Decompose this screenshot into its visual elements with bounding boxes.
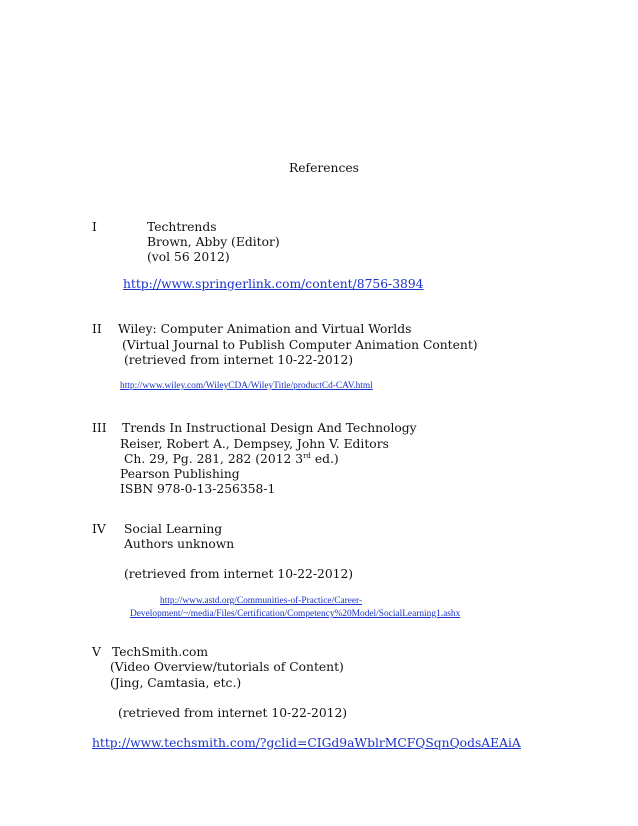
ref-5-products: (Jing, Camtasia, etc.) bbox=[110, 676, 242, 690]
ref-3-publisher: Pearson Publishing bbox=[120, 467, 240, 481]
ref-5-numeral: V bbox=[92, 645, 101, 659]
ref-1-volume: (vol 56 2012) bbox=[147, 250, 230, 264]
ref-5-link[interactable]: http://www.techsmith.com/?gclid=CIGd9aWblrMCFQSqnQodsAEAiA bbox=[92, 736, 521, 750]
ref-5-title: TechSmith.com bbox=[112, 645, 209, 659]
ref-4-link-line-2[interactable]: Development/~/media/Files/Certification/Competency%20Model/SocialLearning1.ashx bbox=[130, 609, 461, 619]
ref-4-authors: Authors unknown bbox=[124, 537, 235, 551]
ref-1-numeral: I bbox=[92, 220, 97, 234]
ref-3-numeral: III bbox=[92, 421, 107, 435]
ref-2-retrieved: (retrieved from internet 10-22-2012) bbox=[124, 353, 354, 367]
ref-2-description: (Virtual Journal to Publish Computer Animation Content) bbox=[122, 338, 478, 352]
ref-4-title: Social Learning bbox=[124, 522, 223, 536]
ref-5-description: (Video Overview/tutorials of Content) bbox=[110, 660, 344, 674]
ref-4-link-line-1[interactable]: http://www.astd.org/Communities-of-Practice/Career- bbox=[160, 596, 363, 606]
ref-3-isbn: ISBN 978-0-13-256358-1 bbox=[120, 482, 276, 496]
ref-1-link[interactable]: http://www.springerlink.com/content/8756-3894 bbox=[123, 277, 424, 291]
page-title: References bbox=[289, 161, 359, 175]
ref-1-editor: Brown, Abby (Editor) bbox=[147, 235, 280, 249]
ref-4-retrieved: (retrieved from internet 10-22-2012) bbox=[124, 567, 354, 581]
ref-1-title: Techtrends bbox=[147, 220, 217, 234]
ref-2-title: Wiley: Computer Animation and Virtual Worlds bbox=[118, 322, 412, 336]
ref-3-title: Trends In Instructional Design And Technology bbox=[122, 421, 417, 435]
ref-3-chapter: Ch. 29, Pg. 281, 282 (2012 3rd ed.) bbox=[124, 451, 339, 466]
ref-4-numeral: IV bbox=[92, 522, 106, 536]
ref-2-link[interactable]: http://www.wiley.com/WileyCDA/WileyTitle/productCd-CAV.html bbox=[120, 381, 373, 391]
ref-3-editors: Reiser, Robert A., Dempsey, John V. Editors bbox=[120, 437, 389, 451]
ref-2-numeral: II bbox=[92, 322, 102, 336]
ref-5-retrieved: (retrieved from internet 10-22-2012) bbox=[118, 706, 348, 720]
